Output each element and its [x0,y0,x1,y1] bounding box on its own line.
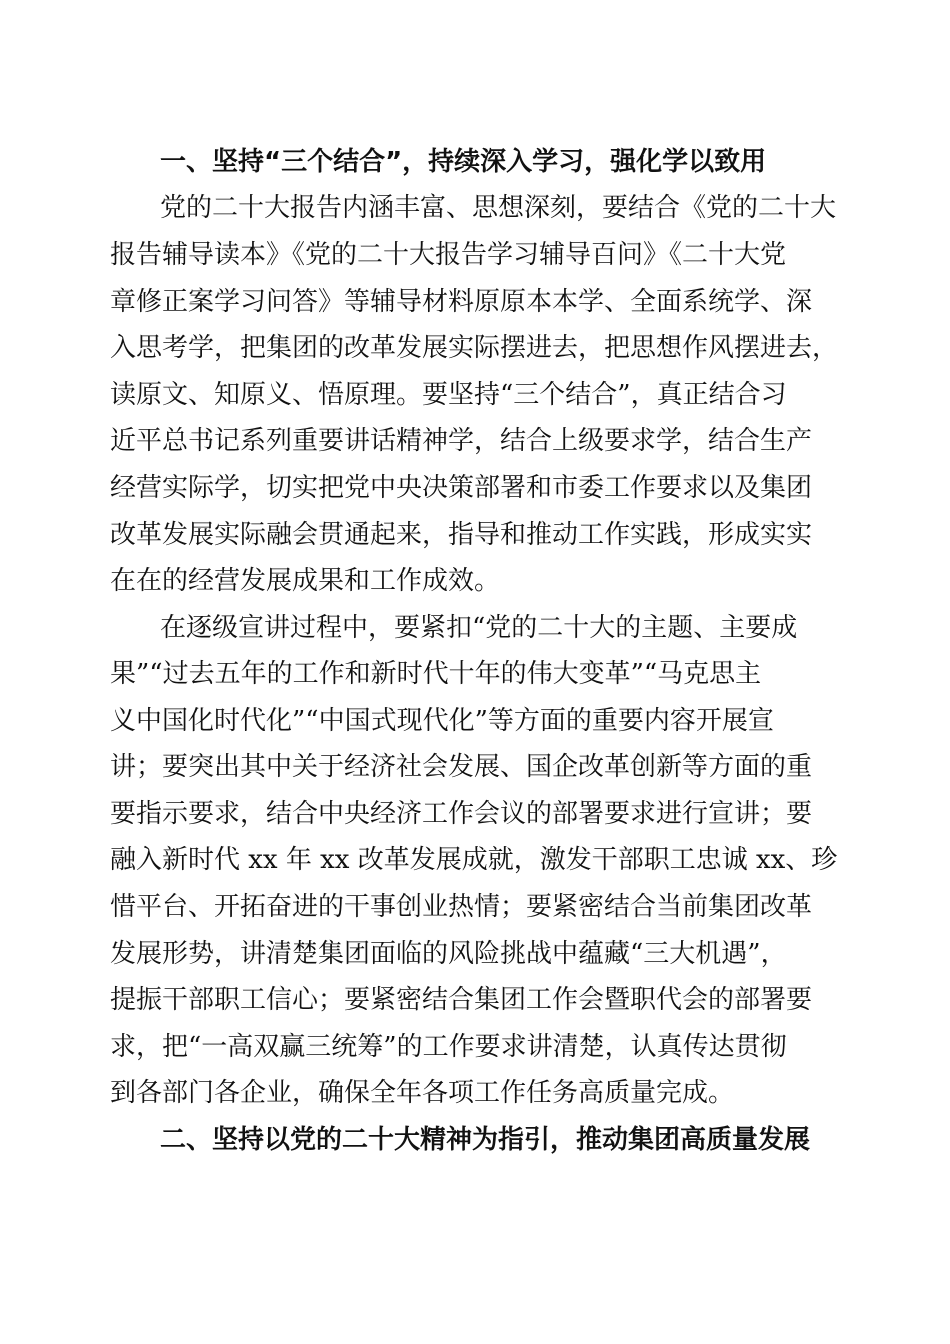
paragraph-line: 惜平台、开拓奋进的干事创业热情；要紧密结合当前集团改革 [110,892,813,922]
paragraph-line: 读原文、知原义、悟原理。要坚持“三个结合”，真正结合习 [110,380,787,410]
section-heading-1: 一、坚持“三个结合”，持续深入学习，强化学以致用 [160,147,767,177]
paragraph-line: 在逐级宣讲过程中，要紧扣“党的二十大的主题、主要成 [160,613,798,643]
paragraph-line: 经营实际学，切实把党中央决策部署和市委工作要求以及集团 [110,473,813,503]
paragraph-line: 融入新时代 xx 年 xx 改革发展成就，激发干部职工忠诚 xx、珍 [110,845,838,875]
paragraph-line: 讲；要突出其中关于经济社会发展、国企改革创新等方面的重 [110,752,813,782]
paragraph-line: 提振干部职工信心；要紧密结合集团工作会暨职代会的部署要 [110,985,813,1015]
paragraph-line: 章修正案学习问答》等辅导材料原原本本学、全面系统学、深 [110,287,813,317]
paragraph-line: 入思考学，把集团的改革发展实际摆进去，把思想作风摆进去， [110,333,839,363]
paragraph-line: 到各部门各企业，确保全年各项工作任务高质量完成。 [110,1078,735,1108]
paragraph-line: 报告辅导读本》《党的二十大报告学习辅导百问》《二十大党 [110,240,787,270]
paragraph-line: 在在的经营发展成果和工作成效。 [110,566,501,596]
paragraph-line: 党的二十大报告内涵丰富、思想深刻，要结合《党的二十大 [160,193,837,223]
paragraph-line: 义中国化时代化”“中国式现代化”等方面的重要内容开展宣 [110,706,774,736]
paragraph-line: 近平总书记系列重要讲话精神学，结合上级要求学，结合生产 [110,426,813,456]
paragraph-line: 要指示要求，结合中央经济工作会议的部署要求进行宣讲；要 [110,799,813,829]
paragraph-line: 果”“过去五年的工作和新时代十年的伟大变革”“马克思主 [110,659,762,689]
paragraph-line: 发展形势，讲清楚集团面临的风险挑战中蕴藏“三大机遇”， [110,939,787,969]
paragraph-line: 改革发展实际融会贯通起来，指导和推动工作实践，形成实实 [110,520,813,550]
paragraph-line: 求，把“一高双赢三统筹”的工作要求讲清楚，认真传达贯彻 [110,1032,787,1062]
section-heading-2: 二、坚持以党的二十大精神为指引，推动集团高质量发展 [160,1125,811,1155]
